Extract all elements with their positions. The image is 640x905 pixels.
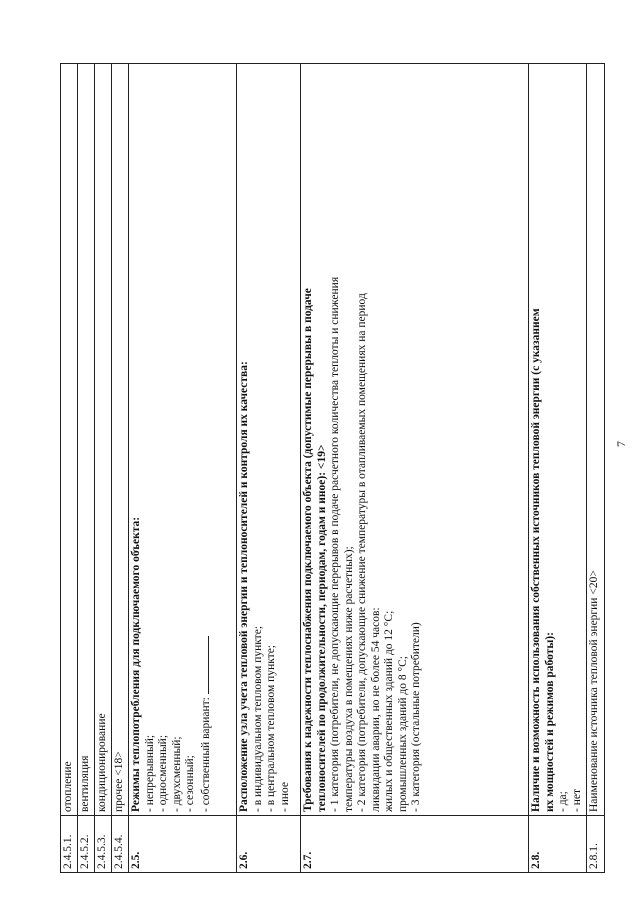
text-line: - 3 категория (остальные потребители) bbox=[410, 622, 422, 812]
row-number: 2.6. bbox=[237, 816, 301, 873]
table-row bbox=[301, 64, 529, 873]
section-title: Расположение узла учета тепловой энергии и теплоносителей и контроля их качества: bbox=[238, 361, 250, 812]
list-item: - двухсменный; bbox=[170, 736, 183, 812]
row-number: 2.7. bbox=[301, 816, 529, 873]
list-item: - односменный; bbox=[157, 734, 169, 812]
section-title: Режимы теплопотребления для подключаемого объекта: bbox=[130, 516, 142, 812]
row-content bbox=[301, 64, 529, 816]
row-text: вентиляция bbox=[78, 64, 95, 816]
section-title-line: Требования к надежности теплоснабжения подключаемого объекта (допустимые перерывы в подаче bbox=[302, 288, 314, 812]
row-number: 2.8.1. bbox=[587, 816, 605, 873]
row-number: 2.8. bbox=[529, 816, 587, 873]
text-line: промышленных зданий до 8 °С; bbox=[396, 656, 409, 812]
row-number: 2.4.5.2. bbox=[78, 816, 95, 873]
row-text: Наименование источника тепловой энергии <20> bbox=[587, 64, 605, 816]
list-item: - в индивидуальном тепловом пункте; bbox=[251, 625, 264, 812]
section-title-line: теплоносителей по продолжительности, периодам, годам и иное): <19> bbox=[315, 444, 328, 812]
text-line: жилых и общественных зданий до 12 °С; bbox=[383, 610, 395, 812]
row-number: 2.4.5.4. bbox=[112, 816, 129, 873]
text-line: - 1 категория (потребители, не допускающие перерывов в подаче расчетного количества теплоты и снижения bbox=[329, 276, 341, 812]
section-title-line: их мощностей и режимов работы): bbox=[543, 632, 556, 812]
table-row bbox=[587, 64, 605, 873]
list-item: - собственный вариант: bbox=[199, 697, 212, 812]
list-item: - в центральном тепловом пункте; bbox=[265, 645, 277, 812]
table-row bbox=[237, 64, 301, 873]
page-number: 7 bbox=[614, 441, 628, 447]
table-row bbox=[529, 64, 587, 873]
list-item: - сезонный; bbox=[184, 755, 196, 812]
list-item: - иное bbox=[278, 781, 291, 812]
requirements-table bbox=[60, 63, 605, 873]
table-row bbox=[112, 64, 129, 873]
row-text: кондиционирование bbox=[95, 64, 112, 816]
text-line: ликвидации аварии, но не более 54 часов: bbox=[369, 607, 382, 812]
text-line: температуры воздуха в помещениях ниже расчетных); bbox=[342, 546, 355, 812]
row-text: отопление bbox=[61, 64, 78, 816]
row-number: 2.4.5.1. bbox=[61, 816, 78, 873]
text-line: - 2 категория (потребители, допускающие снижение температуры в отапливаемых помещениях на период bbox=[356, 293, 368, 812]
table-row bbox=[95, 64, 112, 873]
row-content bbox=[129, 64, 237, 816]
list-item-with-blank bbox=[198, 67, 214, 812]
table-row bbox=[129, 64, 237, 873]
list-item: - нет bbox=[570, 789, 583, 812]
table-row bbox=[78, 64, 95, 873]
row-content bbox=[529, 64, 587, 816]
fill-in-blank-line bbox=[198, 636, 209, 694]
section-title-line: Наличие и возможность использования собственных источников тепловой энергии (с указанием bbox=[530, 308, 542, 812]
list-item: - да; bbox=[557, 791, 569, 812]
row-text: прочее <18> bbox=[112, 64, 129, 816]
row-number: 2.5. bbox=[129, 816, 237, 873]
rotated-page-content bbox=[60, 63, 600, 873]
row-content bbox=[237, 64, 301, 816]
list-item: - непрерывный; bbox=[143, 734, 156, 812]
row-number: 2.4.5.3. bbox=[95, 816, 112, 873]
table-row bbox=[61, 64, 78, 873]
